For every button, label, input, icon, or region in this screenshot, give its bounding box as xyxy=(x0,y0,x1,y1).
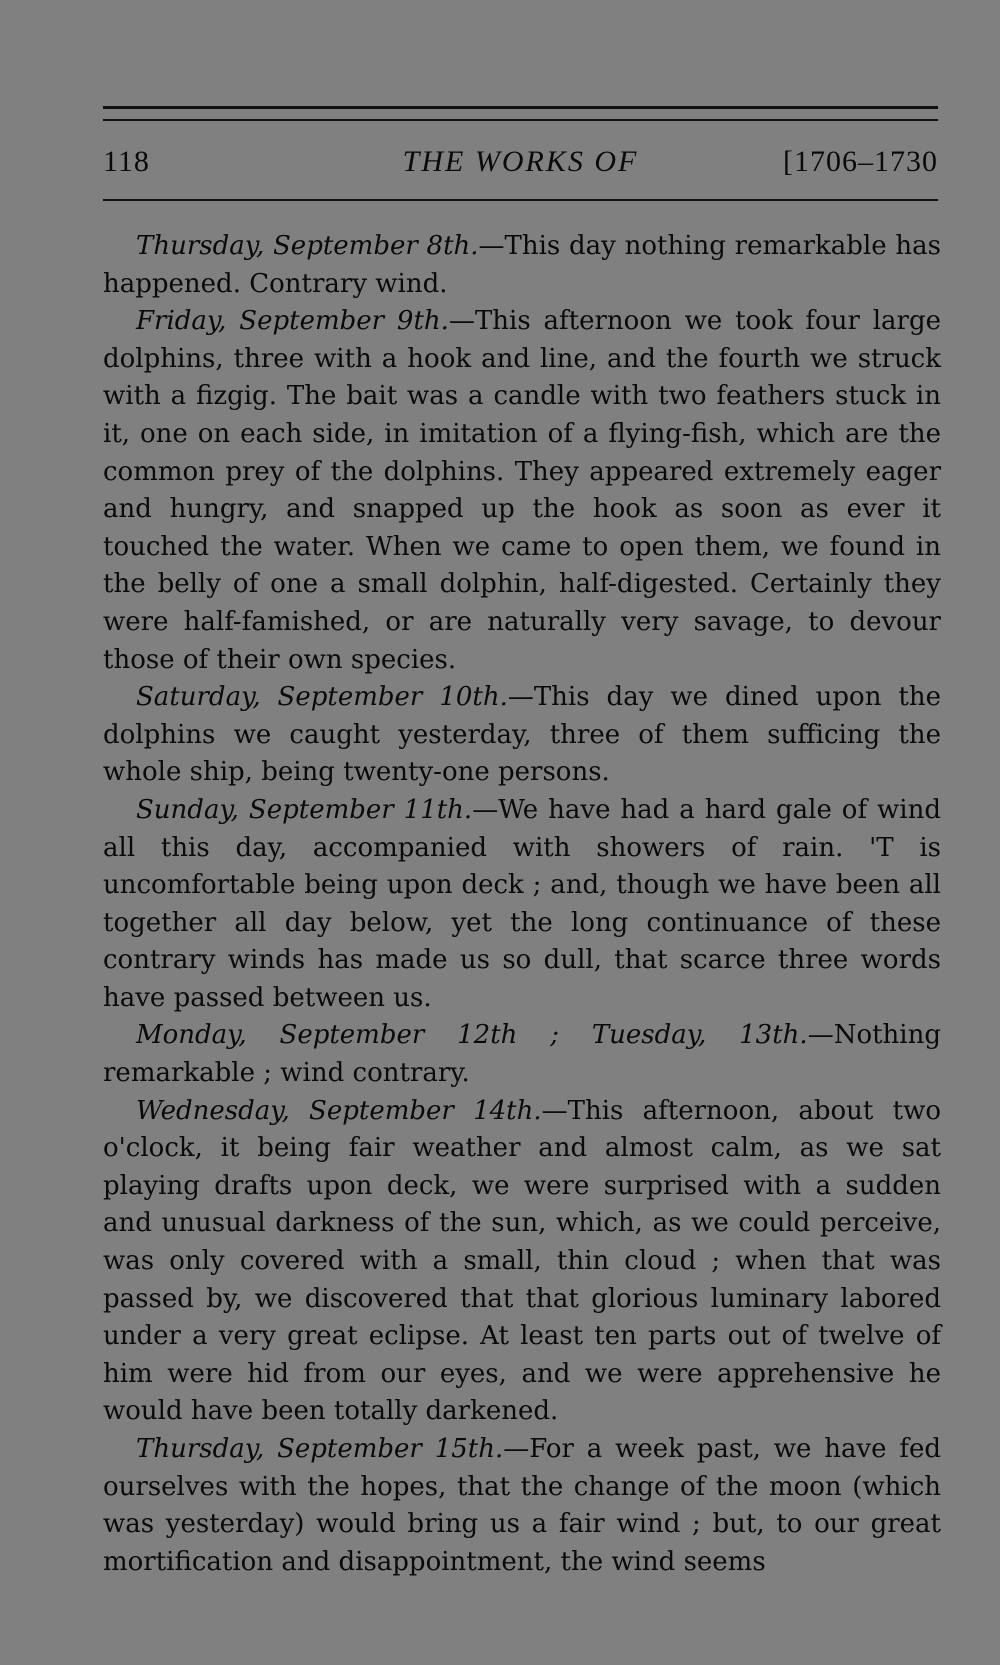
entry-text: —Nothing remarkable ; wind contrary. xyxy=(103,1020,941,1089)
entry-text: —We have had a hard gale of wind all this day, accompanied with showers of rain. 'T is uncomfortable being upon deck ; and, though we have been all together all day below, yet the long continuance of these contrary winds has made us so dull, that scarce three words have passed between us. xyxy=(103,794,941,1013)
entry-text: —This day nothing remarkable has happened. Contrary wind. xyxy=(103,231,941,299)
top-rule xyxy=(103,106,938,109)
entry-text: —This day we dined upon the dolphins we caught yesterday, three of them sufficing the whole ship, being twenty-one persons. xyxy=(103,682,941,788)
header-rule xyxy=(103,199,938,201)
journal-entry xyxy=(103,679,941,792)
journal-entry xyxy=(103,1093,941,1431)
journal-entry xyxy=(103,1431,941,1581)
page-number: 118 xyxy=(103,145,150,178)
journal-entry xyxy=(103,792,941,1018)
entry-text: —This afternoon, about two o'clock, it being fair weather and almost calm, as we sat playing drafts upon deck, we were surprised with a sudden and unusual darkness of the sun, which, as we could perceive, was only covered with a small, thin cloud ; when that was passed by, we discovered that that glorious luminary labored under a very great eclipse. At least ten parts out of twelve of him were hid from our eyes, and we were apprehensive he would have been totally darkened. xyxy=(103,1095,941,1427)
journal-entry xyxy=(103,303,941,679)
date-range: [1706–1730 xyxy=(783,145,938,178)
entry-text: —This afternoon we took four large dolphins, three with a hook and line, and the fourth we struck with a fizgig. The bait was a candle with two feathers stuck in it, one on each side, in imitation of a flying-fish, which are the common prey of the dolphins. They appeared extremely eager and hungry, and snapped up the hook as soon as ever it touched the water. When we came to open them, we found in the belly of one a small dolphin, half-digested. Certainly they were half-famished, or are naturally very savage, to devour those of their own species. xyxy=(103,306,942,675)
running-title: THE WORKS OF xyxy=(402,145,639,178)
journal-text xyxy=(103,228,941,1581)
entry-date: Wednesday, September 14th. xyxy=(136,1095,542,1126)
journal-entry xyxy=(103,1017,941,1092)
running-head xyxy=(103,140,938,184)
entry-date: Sunday, September 11th. xyxy=(136,794,473,825)
entry-text: —For a week past, we have fed ourselves with the hopes, that the change of the moon (which was yesterday) would bring us a fair wind ; but, to our great mortification and disappointment, the wind seems xyxy=(103,1434,941,1577)
entry-date: Saturday, September 10th. xyxy=(136,682,508,713)
journal-entry xyxy=(103,228,941,303)
entry-date: Thursday, September 8th. xyxy=(136,231,479,261)
entry-date: Monday, September 12th ; Tuesday, 13th. xyxy=(136,1020,808,1051)
top-rule-inner xyxy=(103,119,938,121)
entry-date: Friday, September 9th. xyxy=(136,306,449,337)
entry-date: Thursday, September 15th. xyxy=(136,1434,504,1464)
